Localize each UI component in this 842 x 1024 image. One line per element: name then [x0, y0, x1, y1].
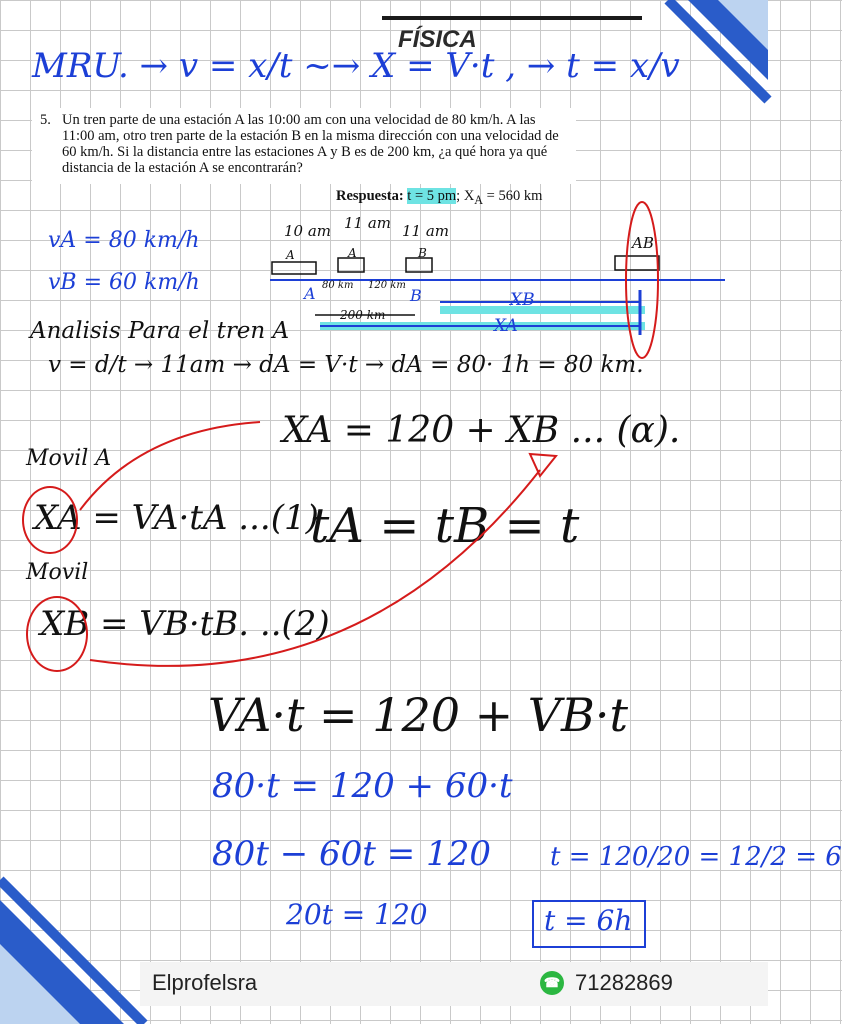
- corner-frame-bottom-left: [0, 880, 150, 1024]
- analysis-heading: Analisis Para el tren A: [30, 318, 290, 344]
- problem-number: 5.: [40, 112, 51, 128]
- page-title: FÍSICA: [398, 26, 477, 53]
- solution-line-4: 20t = 120: [286, 898, 428, 931]
- diagram-dist-120: 120 km: [368, 280, 406, 291]
- answer-x: ; X: [456, 188, 475, 204]
- diagram-dist-200: 200 km: [340, 308, 386, 322]
- answer-time: t = 5 pm: [407, 188, 457, 204]
- solution-line-5: t = 120/20 = 12/2 = 6: [550, 842, 842, 872]
- equation-1: XA = VA·tA ...(1): [34, 498, 319, 538]
- movil-a-label: Movil A: [26, 446, 112, 471]
- given-vb: vB = 60 km/h: [48, 270, 200, 295]
- times-equal: tA = tB = t: [310, 498, 580, 554]
- problem-box: [32, 108, 576, 184]
- diagram-station-b: B: [410, 286, 422, 305]
- solution-line-3: 80t − 60t = 120: [212, 834, 491, 874]
- mru-formula: MRU. → v = x/t ~→ X = V·t , → t = x/v: [32, 46, 680, 86]
- answer-x-value: = 560 km: [483, 188, 543, 204]
- diagram-label-a2: A: [348, 246, 357, 260]
- footer-phone: 71282869: [575, 970, 673, 995]
- movil-b-label: Movil: [26, 560, 89, 585]
- answer-label: Respuesta:: [336, 188, 404, 204]
- diagram-station-a: A: [304, 284, 316, 303]
- diagram-time-11b: 11 am: [402, 222, 450, 240]
- solution-line-2: 80·t = 120 + 60·t: [212, 766, 513, 806]
- diagram-time-10: 10 am: [284, 222, 332, 240]
- analysis-line: v = d/t → 11am → dA = V·t → dA = 80· 1h = 80 km.: [48, 352, 644, 378]
- solution-line-1: VA·t = 120 + VB·t: [208, 688, 628, 742]
- diagram-xb: XB: [510, 290, 535, 310]
- whatsapp-icon: ☎: [540, 971, 564, 995]
- diagram-time-11a: 11 am: [344, 214, 392, 232]
- header-rule: [382, 16, 642, 20]
- diagram-xa: XA: [494, 316, 518, 336]
- diagram-label-a: A: [286, 248, 295, 262]
- diagram-label-b: B: [418, 246, 427, 260]
- equation-alpha: XA = 120 + XB ... (α).: [282, 410, 681, 451]
- equation-2: XB = VB·tB. ..(2): [40, 604, 330, 644]
- diagram-dist-80: 80 km: [322, 280, 354, 291]
- given-va: vA = 80 km/h: [48, 228, 200, 253]
- red-arrows: [60, 410, 580, 690]
- problem-text: Un tren parte de una estación A las 10:00 am con una velocidad de 80 km/h. A las 11:00 am, otro tren parte de la estación B en la misma dirección con una velocidad de 60 km/h. Si la distancia entre las estaciones A y B es de 200 km, ¿a qué hora ya qué distancia de la estación A se encontrarán?: [62, 112, 559, 176]
- solution-result: t = 6h: [544, 904, 633, 937]
- answer-x-sub: A: [474, 192, 484, 207]
- diagram-label-ab: AB: [632, 234, 654, 252]
- footer-author: Elprofelsra: [152, 970, 258, 995]
